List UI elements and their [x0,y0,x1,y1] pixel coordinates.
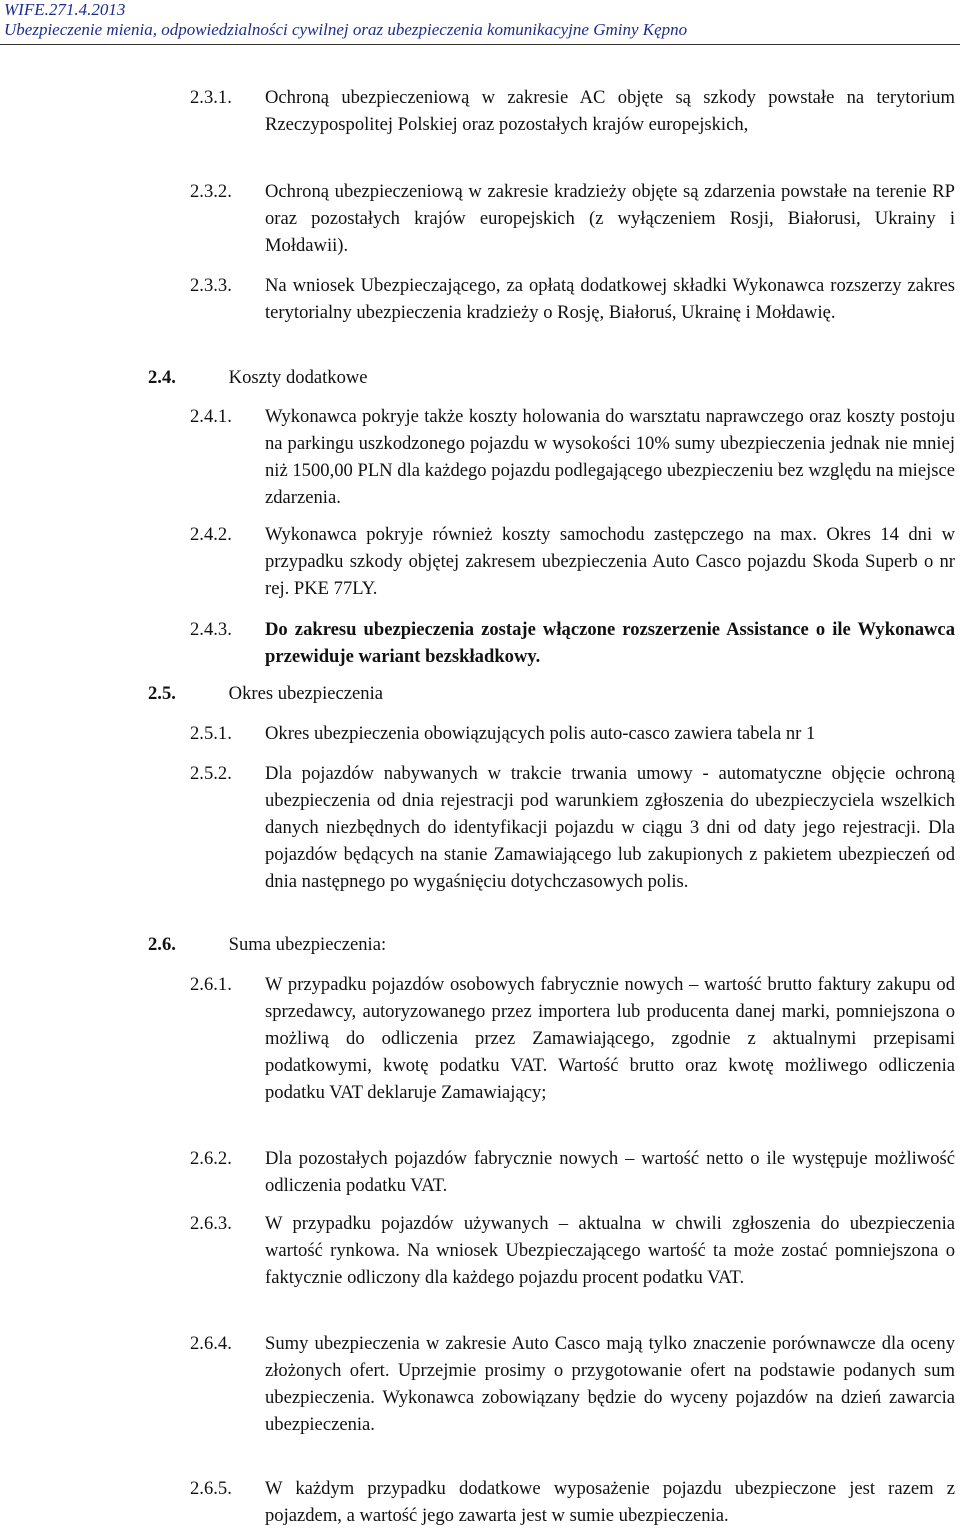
clause-number: 2.6.5. [190,1478,232,1499]
clause-number: 2.5.1. [190,723,232,744]
header-divider [0,44,960,45]
section-title: Okres ubezpieczenia [228,683,383,704]
clause-number: 2.5.2. [190,763,232,784]
document-reference: WIFE.271.4.2013 [4,0,126,19]
clause-text: Dla pozostałych pojazdów fabrycznie nowych – wartość netto o ile występuje możliwość odliczenia podatku VAT. [265,1148,955,1196]
clause-text: Okres ubezpieczenia obowiązujących polis auto-casco zawiera tabela nr 1 [265,723,816,744]
clause-number: 2.6.1. [190,974,232,995]
section-number: 2.6. [148,934,176,955]
clause-number: 2.6.4. [190,1333,232,1354]
clause-number: 2.6.2. [190,1148,232,1169]
clause-number: 2.6.3. [190,1213,232,1234]
clause-number: 2.3.3. [190,275,232,296]
clause-text: Wykonawca pokryje także koszty holowania do warsztatu naprawczego oraz koszty postoju na parkingu uszkodzonego pojazdu w wysokości 10% sumy ubezpieczenia jednak nie mniej niż 1500,00 PLN dla każdego pojazdu podlegającego ubezpieczeniu bez względu na miejsce zdarzenia. [265,406,955,508]
clause-text: Dla pojazdów nabywanych w trakcie trwania umowy - automatyczne objęcie ochroną ubezpieczenia od dnia rejestracji pod warunkiem zgłoszenia do ubezpieczyciela wszelkich danych niezbędnych do identyfikacji pojazdu w ciągu 3 dni od daty jego rejestracji. Dla pojazdów będących na stanie Zamawiającego lub zakupionych z pakietem ubezpieczeń od dnia następnego po wygaśnięciu dotychczasowych polis. [265,763,955,892]
section-2-4-heading [148,364,368,391]
clause-number: 2.3.1. [190,87,232,108]
section-number: 2.5. [148,683,176,704]
section-2-6-heading [148,931,386,958]
clause-text: Ochroną ubezpieczeniową w zakresie kradzieży objęte są zdarzenia powstałe na terenie RP oraz pozostałych krajów europejskich (z wyłączeniem Rosji, Białorusi, Ukrainy i Mołdawii). [265,181,955,256]
clause-text: Wykonawca pokryje również koszty samochodu zastępczego na max. Okres 14 dni w przypadku szkody objętej zakresem ubezpieczenia Auto Casco pojazdu Skoda Superb o nr rej. PKE 77LY. [265,524,955,599]
clause-text: W każdym przypadku dodatkowe wyposażenie pojazdu ubezpieczone jest razem z pojazdem, a wartość jego zawarta jest w sumie ubezpieczenia. [265,1478,955,1526]
clause-number: 2.4.2. [190,524,232,545]
clause-number: 2.3.2. [190,181,232,202]
section-2-5-heading [148,680,383,707]
clause-text: Do zakresu ubezpieczenia zostaje włączone rozszerzenie Assistance o ile Wykonawca przewiduje wariant bezskładkowy. [265,619,955,667]
document-title: Ubezpieczenie mienia, odpowiedzialności cywilnej oraz ubezpieczenia komunikacyjne Gminy Kępno [4,20,688,39]
clause-text: Sumy ubezpieczenia w zakresie Auto Casco mają tylko znaczenie porównawcze dla oceny złożonych ofert. Uprzejmie prosimy o przygotowanie ofert na podstawie podanych sum ubezpieczenia. Wykonawca zobowiązany będzie do wyceny pojazdów na dzień zawarcia ubezpieczenia. [265,1333,955,1435]
section-title: Suma ubezpieczenia: [228,934,387,955]
clause-text: Ochroną ubezpieczeniową w zakresie AC objęte są szkody powstałe na terytorium Rzeczypospolitej Polskiej oraz pozostałych krajów europejskich, [265,87,955,135]
clause-number: 2.4.1. [190,406,232,427]
clause-text: W przypadku pojazdów używanych – aktualna w chwili zgłoszenia do ubezpieczenia wartość rynkowa. Na wniosek Ubezpieczającego wartość ta może zostać pomniejszona o faktycznie odliczony dla każdego pojazdu procent podatku VAT. [265,1213,955,1288]
clause-number: 2.4.3. [190,619,232,640]
clause-text: Na wniosek Ubezpieczającego, za opłatą dodatkowej składki Wykonawca rozszerzy zakres terytorialny ubezpieczenia kradzieży o Rosję, Białoruś, Ukrainę i Mołdawię. [265,275,955,323]
section-number: 2.4. [148,367,176,388]
page-header [4,0,954,40]
clause-text: W przypadku pojazdów osobowych fabrycznie nowych – wartość brutto faktury zakupu od sprzedawcy, autoryzowanego przez importera lub producenta danej marki, pomniejszona o możliwą do odliczenia przez Zamawiającego, zgodnie z aktualnymi przepisami podatkowymi, kwotę podatku VAT. Wartość brutto oraz kwotę możliwego odliczenia podatku VAT deklaruje Zamawiający; [265,974,955,1103]
section-title: Koszty dodatkowe [228,367,368,388]
